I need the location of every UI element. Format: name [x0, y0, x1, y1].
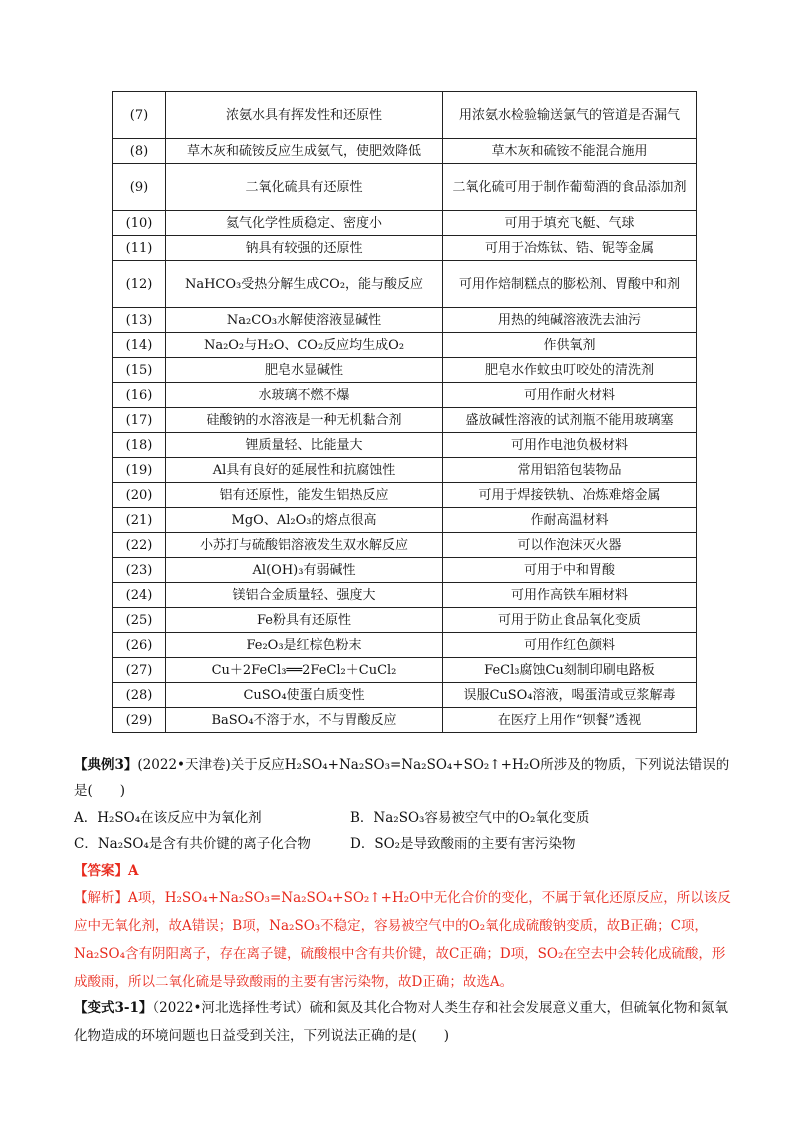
variant-3-1-question: [74, 994, 734, 1050]
row-property: 硅酸钠的水溶液是一种无机黏合剂: [166, 408, 443, 433]
row-property: Fe粉具有还原性: [166, 608, 443, 633]
row-number: (21): [113, 508, 166, 533]
row-use: 可以作泡沫灭火器: [443, 533, 697, 558]
row-number: (12): [113, 261, 166, 308]
table-row: [113, 633, 697, 658]
row-number: (17): [113, 408, 166, 433]
row-number: (24): [113, 583, 166, 608]
example-3-label: 【典例3】: [74, 757, 138, 773]
row-property: Na₂O₂与H₂O、CO₂反应均生成O₂: [166, 333, 443, 358]
row-number: (16): [113, 383, 166, 408]
row-property: Al(OH)₃有弱碱性: [166, 558, 443, 583]
row-property: Cu＋2FeCl₃══2FeCl₂＋CuCl₂: [166, 658, 443, 683]
row-use: 肥皂水作蚊虫叮咬处的清洗剂: [443, 358, 697, 383]
example-3-question-text: (2022•天津卷)关于反应H₂SO₄+Na₂SO₃=Na₂SO₄+SO₂↑+H₂O所涉及的物质，下列说法错误的是( ): [74, 757, 730, 799]
row-use: 二氧化硫可用于制作葡萄酒的食品添加剂: [443, 164, 697, 211]
row-use: 在医疗上用作“钡餐”透视: [443, 708, 697, 733]
row-use: FeCl₃腐蚀Cu刻制印刷电路板: [443, 658, 697, 683]
row-property: NaHCO₃受热分解生成CO₂，能与酸反应: [166, 261, 443, 308]
row-use: 用热的纯碱溶液洗去油污: [443, 308, 697, 333]
row-property: CuSO₄使蛋白质变性: [166, 683, 443, 708]
row-use: 可用于填充飞艇、气球: [443, 211, 697, 236]
row-property: 水玻璃不燃不爆: [166, 383, 443, 408]
table-row: [113, 558, 697, 583]
table-row: [113, 708, 697, 733]
row-property: MgO、Al₂O₃的熔点很高: [166, 508, 443, 533]
row-number: (27): [113, 658, 166, 683]
answer: 【答案】A: [74, 863, 139, 879]
table-row: [113, 211, 697, 236]
table-row: [113, 261, 697, 308]
row-property: 浓氨水具有挥发性和还原性: [166, 92, 443, 139]
row-use: 草木灰和硫铵不能混合施用: [443, 139, 697, 164]
table-row: [113, 583, 697, 608]
option-d: D．SO₂是导致酸雨的主要有害污染物: [350, 836, 576, 852]
variant-3-1-question-text: （2022•河北选择性考试）硫和氮及其化合物对人类生存和社会发展意义重大，但硫氧化物和氮氧化物造成的环境问题也日益受到关注，下列说法正确的是( ): [74, 1000, 728, 1044]
table-row: [113, 139, 697, 164]
row-property: 肥皂水显碱性: [166, 358, 443, 383]
row-property: 镁铝合金质量轻、强度大: [166, 583, 443, 608]
row-use: 可用于冶炼钛、锆、铌等金属: [443, 236, 697, 261]
row-property: Fe₂O₃是红棕色粉末: [166, 633, 443, 658]
row-use: 作耐高温材料: [443, 508, 697, 533]
table-row: [113, 164, 697, 211]
row-number: (18): [113, 433, 166, 458]
row-number: (13): [113, 308, 166, 333]
row-property: 钠具有较强的还原性: [166, 236, 443, 261]
row-number: (19): [113, 458, 166, 483]
table-row: [113, 533, 697, 558]
row-use: 可用于防止食品氧化变质: [443, 608, 697, 633]
row-use: 用浓氨水检验输送氯气的管道是否漏气: [443, 92, 697, 139]
property-use-table: [112, 91, 697, 733]
row-number: (10): [113, 211, 166, 236]
row-use: 可用作焙制糕点的膨松剂、胃酸中和剂: [443, 261, 697, 308]
table-row: [113, 683, 697, 708]
table-row: [113, 333, 697, 358]
row-number: (7): [113, 92, 166, 139]
row-use: 作供氧剂: [443, 333, 697, 358]
row-use: 可用作高铁车厢材料: [443, 583, 697, 608]
row-property: BaSO₄不溶于水，不与胃酸反应: [166, 708, 443, 733]
row-use: 可用作耐火材料: [443, 383, 697, 408]
table-row: [113, 358, 697, 383]
row-number: (26): [113, 633, 166, 658]
row-number: (8): [113, 139, 166, 164]
table-row: [113, 383, 697, 408]
row-property: Na₂CO₃水解使溶液显碱性: [166, 308, 443, 333]
row-property: 锂质量轻、比能量大: [166, 433, 443, 458]
row-number: (15): [113, 358, 166, 383]
example-3-options: [74, 805, 734, 865]
row-number: (23): [113, 558, 166, 583]
table-row: [113, 483, 697, 508]
row-use: 可用于焊接铁轨、冶炼难熔金属: [443, 483, 697, 508]
example-3-question: [74, 752, 734, 804]
table-row: [113, 458, 697, 483]
row-number: (14): [113, 333, 166, 358]
row-property: Al具有良好的延展性和抗腐蚀性: [166, 458, 443, 483]
row-property: 草木灰和硫铵反应生成氨气，使肥效降低: [166, 139, 443, 164]
row-number: (9): [113, 164, 166, 211]
row-use: 可用作电池负极材料: [443, 433, 697, 458]
analysis: 【解析】A项，H₂SO₄+Na₂SO₃=Na₂SO₄+SO₂↑+H₂O中无化合价的变化，不属于氧化还原反应，所以该反应中无氧化剂，故A错误；B项，Na₂SO₃不稳定，容易被空气中的O₂氧化成硫酸钠变质，故B正确；C项，Na₂SO₄含有阴阳离子，存在离子键，硫酸根中含有共价键，故C正确；D项，SO₂在空去中会转化成硫酸，形成酸雨，所以二氧化硫是导致酸雨的主要有害污染物，故D正确；故选A。: [74, 890, 731, 990]
row-use: 可用作红色颜料: [443, 633, 697, 658]
option-b: B．Na₂SO₃容易被空气中的O₂氧化变质: [350, 810, 590, 826]
row-use: 可用于中和胃酸: [443, 558, 697, 583]
row-property: 小苏打与硫酸铝溶液发生双水解反应: [166, 533, 443, 558]
row-number: (28): [113, 683, 166, 708]
row-number: (22): [113, 533, 166, 558]
table-row: [113, 433, 697, 458]
row-use: 盛放碱性溶液的试剂瓶不能用玻璃塞: [443, 408, 697, 433]
row-property: 氦气化学性质稳定、密度小: [166, 211, 443, 236]
option-c: C．Na₂SO₄是含有共价键的离子化合物: [74, 836, 311, 852]
table-row: [113, 92, 697, 139]
row-number: (11): [113, 236, 166, 261]
option-a: A．H₂SO₄在该反应中为氧化剂: [74, 810, 262, 826]
table-row: [113, 408, 697, 433]
table-row: [113, 608, 697, 633]
table-row: [113, 658, 697, 683]
row-number: (25): [113, 608, 166, 633]
row-property: 二氧化硫具有还原性: [166, 164, 443, 211]
row-use: 误服CuSO₄溶液，喝蛋清或豆浆解毒: [443, 683, 697, 708]
variant-3-1-label: 【变式3-1】: [74, 1000, 153, 1016]
row-number: (29): [113, 708, 166, 733]
table-row: [113, 308, 697, 333]
row-property: 铝有还原性，能发生铝热反应: [166, 483, 443, 508]
table-row: [113, 236, 697, 261]
table-row: [113, 508, 697, 533]
row-number: (20): [113, 483, 166, 508]
row-use: 常用铝箔包装物品: [443, 458, 697, 483]
